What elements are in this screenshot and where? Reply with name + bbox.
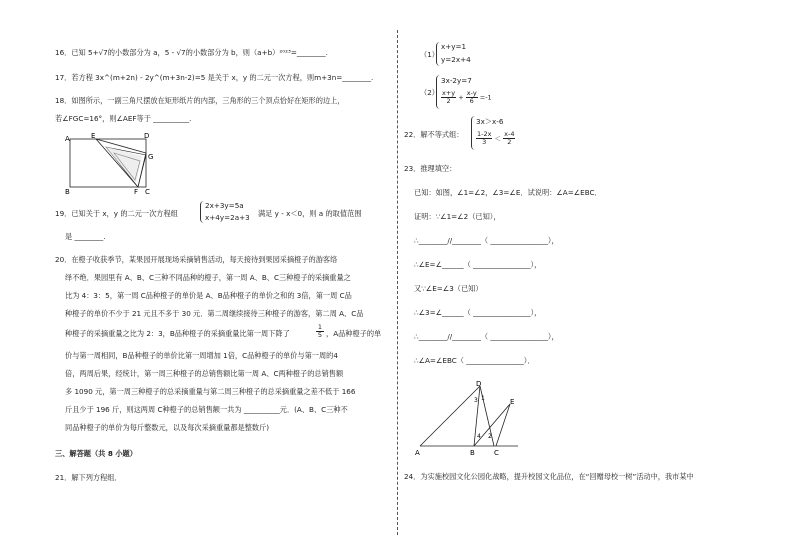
question-23: 23．推理填空： bbox=[404, 164, 457, 173]
eq1-label: （1） bbox=[420, 50, 439, 59]
label-C: C bbox=[145, 188, 150, 196]
eq2-brace bbox=[436, 75, 440, 109]
q23-step3: 又∵∠E=∠3（已知） bbox=[414, 284, 483, 293]
eq2-line1: 3x-2y=7 bbox=[441, 76, 472, 85]
q20-line1: 20．在橙子收获季节，某果园开展现场采摘销售活动，每天接待到果园采摘橙子的游客络 bbox=[55, 255, 338, 264]
q23-step4: ∴∠3=∠______（ ________________）， bbox=[414, 308, 542, 317]
q20-line3: 比为 4：3：5，第一周 C品种橙子的单价是 A、B品种橙子的单价之和的 3倍，第一周 C品 bbox=[65, 291, 352, 300]
q20-line5: 种橙子的采摘重量之比为 2：3，B品种橙子的采摘重量比第一周下降了 bbox=[65, 329, 290, 338]
question-21: 21．解下列方程组． bbox=[55, 473, 122, 482]
question-22: 22．解不等式组： bbox=[404, 130, 464, 139]
label-D: D bbox=[144, 133, 150, 140]
label-E: E bbox=[91, 133, 96, 140]
q20-line4: 种橙子的单价不少于 21 元且不多于 30 元．第二周继续接待三种橙子的游客，第二周 A、C品 bbox=[65, 309, 364, 318]
label-D2: D bbox=[476, 380, 482, 388]
q20-line6: 价与第一周相同，B品种橙子的单价比第一周增加 1倍，C品种橙子的单价与第一周的4 bbox=[65, 351, 338, 360]
q23-step2: ∴∠E=∠______（ ________________）， bbox=[414, 260, 542, 269]
label-E2: E bbox=[510, 398, 515, 406]
question-18-line2: 若∠FGC=16°，则∠AEF等于 __________. bbox=[55, 114, 192, 123]
q19-eq1: 2x+3y=5a bbox=[205, 201, 244, 210]
q23-step6: ∴∠A=∠EBC（ ________________）． bbox=[414, 356, 535, 365]
question-19-line2: 是 ________. bbox=[65, 232, 106, 241]
label-B: B bbox=[65, 188, 70, 196]
ineq-line1: 3x＞x-6 bbox=[476, 117, 504, 126]
q23-proof-start: 证明：∵∠1=∠2（已知）， bbox=[414, 212, 501, 221]
q23-known: 已知：如图，∠1=∠2，∠3=∠E．试说明：∠A=∠EBC． bbox=[414, 188, 602, 197]
system-brace bbox=[200, 201, 204, 223]
question-17: 17．若方程 3x^(m+2n) - 2y^(m+3n-2)=5 是关于 x，y 的二元一次方程，则m+3n=________. bbox=[55, 73, 374, 82]
angle-proof-figure bbox=[414, 378, 524, 460]
q20-line7: 倍，两周后果，经统计，第一周三种橙子的总销售额比第一周 A、C两种橙子的总销售额 bbox=[65, 369, 344, 378]
question-19-pre: 19．已知关于 x，y 的二元一次方程组 bbox=[55, 209, 178, 218]
eq2-line2: $\frac{x+y}{2}$ + $\frac{x-y}{6} =-1$ bbox=[442, 89, 492, 105]
question-18-line1: 18．如图所示，一副三角尺摆放在矩形纸片的内部，三角形的三个顶点恰好在矩形的边上， bbox=[55, 96, 345, 105]
rectangle-triangles-figure bbox=[60, 133, 160, 196]
fraction-denominator: 5 bbox=[317, 331, 323, 339]
column-divider bbox=[397, 30, 398, 535]
q20-line10: 同品种橙子的单价为每斤整数元，以及每次采摘重量都是整数斤) bbox=[65, 423, 270, 432]
q20-line2: 绎不绝．果园里有 A、B、C三种不同品种的橙子，第一周 A、B、C三种橙子的采摘重量之 bbox=[65, 273, 351, 282]
ineq-brace bbox=[471, 116, 475, 150]
angle-2-label: 2 bbox=[488, 433, 492, 440]
eq1-line1: x+y=1 bbox=[441, 42, 467, 51]
q20-line9: 斤且少于 196 斤，则这两周 C种橙子的总销售额一共为 __________元．(A、B、C三种不 bbox=[65, 405, 348, 414]
q20-line5-end: ，A品种橙子的单 bbox=[326, 329, 382, 338]
label-C2: C bbox=[494, 449, 499, 457]
ineq-line2: $\frac{1-2x}{3}$ ＜ $\frac{x-4}{2}$ bbox=[477, 130, 515, 146]
question-16: 16．已知 5+√7的小数部分为 a，5 - √7的小数部分为 b，则（a+b）²⁰²³=________. bbox=[55, 48, 328, 57]
fraction-numerator: 1 bbox=[317, 323, 323, 331]
eq1-brace bbox=[436, 42, 440, 66]
eq2-label: （2） bbox=[420, 88, 439, 97]
question-24: 24．为实施校园文化公园化战略，提升校园文化品位，在“回赠母校一树”活动中，我市某中 bbox=[404, 472, 694, 481]
label-A2: A bbox=[415, 449, 420, 457]
q23-step1: ∴________//________（ ________________）， bbox=[414, 236, 559, 245]
q20-line8: 多 1090 元，第一周三种橙子的总采摘重量与第二周三种橙子的总采摘重量之差不低于 166 bbox=[65, 387, 356, 396]
angle-3-label: 3 bbox=[474, 397, 478, 404]
label-B2: B bbox=[470, 449, 475, 457]
eq1-line2: y=2x+4 bbox=[441, 55, 471, 64]
label-F: F bbox=[134, 188, 139, 196]
q20-fraction bbox=[316, 324, 324, 339]
question-19-post: 满足 y - x＜0，则 a 的取值范围 bbox=[258, 209, 362, 218]
angle-1-label: 1 bbox=[481, 395, 485, 402]
section-3-title: 三、解答题（共 8 小题） bbox=[55, 449, 137, 458]
q19-eq2: x+4y=2a+3 bbox=[205, 213, 250, 222]
angle-4-label: 4 bbox=[477, 433, 481, 440]
label-G: G bbox=[148, 153, 154, 161]
label-A: A bbox=[65, 135, 70, 143]
q23-step5: ∴________//________（ ________________）， bbox=[414, 332, 559, 341]
